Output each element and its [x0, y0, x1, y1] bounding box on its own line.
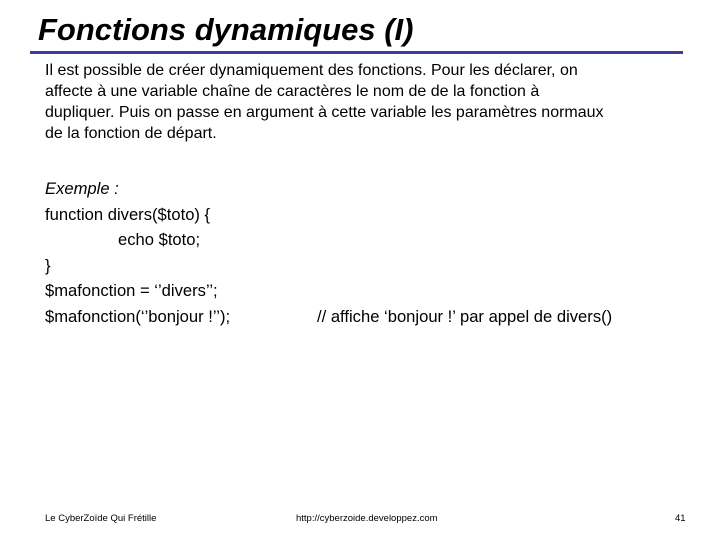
intro-line: Il est possible de créer dynamiquement des fonctions. Pour les déclarer, on — [45, 62, 578, 79]
code-comment: // affiche ‘bonjour !’ par appel de divers() — [317, 306, 613, 326]
example-label: Exemple : — [45, 179, 119, 198]
code-line: function divers($toto) { — [45, 204, 211, 224]
intro-paragraph — [45, 60, 695, 144]
page-number: 41 — [675, 513, 686, 524]
footer-author: Le CyberZoïde Qui Frétille — [45, 513, 157, 524]
code-line: echo $toto; — [118, 230, 201, 249]
slide-title: Fonctions dynamiques (I) — [38, 12, 414, 47]
intro-line: dupliquer. Puis on passe en argument à cette variable les paramètres normaux — [45, 104, 604, 121]
code-line: $mafonction = ‘’divers’’; — [45, 281, 218, 300]
code-line-with-comment — [45, 304, 685, 330]
code-example — [45, 176, 685, 329]
title-underline — [30, 51, 683, 54]
intro-line: de la fonction de départ. — [45, 125, 217, 142]
intro-line: affecte à une variable chaîne de caractères le nom de de la fonction à — [45, 83, 540, 100]
code-line: $mafonction(‘’bonjour !’’); — [45, 306, 231, 326]
code-line: } — [45, 255, 51, 275]
footer-url: http://cyberzoide.developpez.com — [296, 513, 438, 524]
